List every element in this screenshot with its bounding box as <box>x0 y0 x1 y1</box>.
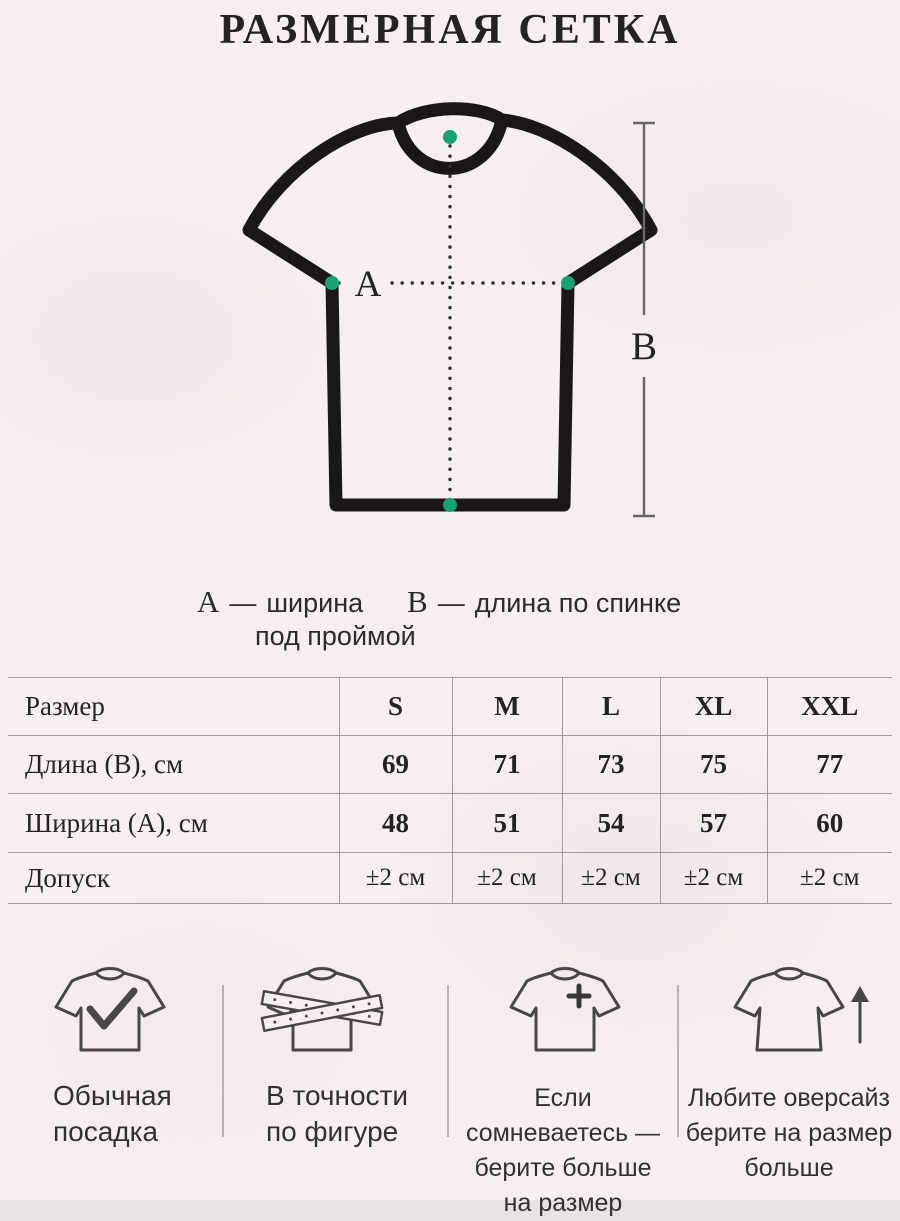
caption-line: больше <box>744 1154 834 1182</box>
caption-oversize <box>680 1081 898 1186</box>
marker-a-label: A <box>354 264 382 305</box>
length-measure-line <box>630 123 658 516</box>
tshirt-check-icon <box>40 960 180 1072</box>
table-row-length <box>8 736 892 794</box>
legend-a-dash: — <box>229 588 257 618</box>
table-header-row <box>8 678 892 736</box>
width-xl: 57 <box>660 794 767 853</box>
legend-b-letter: B <box>407 584 428 619</box>
legend-b-dash: — <box>437 588 465 618</box>
legend-b-text: длина по спинке <box>474 588 682 618</box>
tolerance-xl: ±2 см <box>660 853 767 904</box>
length-l: 73 <box>562 736 660 794</box>
tshirt-arrow-icon <box>722 960 872 1072</box>
row-label: Длина (B), см <box>25 749 184 779</box>
size-col-xxl: XXL <box>767 678 892 736</box>
caption-line: по фигуре <box>266 1116 399 1147</box>
caption-line: Если сомневаетесь — <box>465 1084 661 1147</box>
caption-line: посадка <box>53 1116 159 1147</box>
size-table <box>8 677 892 904</box>
caption-line: Любите оверсайз <box>687 1084 890 1112</box>
row-label: Допуск <box>25 862 110 893</box>
caption-line: Обычная <box>53 1080 172 1111</box>
size-col-xl: XL <box>660 678 767 736</box>
tolerance-s: ±2 см <box>339 853 452 904</box>
tshirt-plus-icon <box>495 960 635 1072</box>
header-size-label: Размер <box>25 691 105 721</box>
legend-a-line1 <box>197 584 363 620</box>
page-title: РАЗМЕРНАЯ СЕТКА <box>219 7 681 53</box>
footer-divider <box>677 985 679 1137</box>
table-row-width <box>8 794 892 853</box>
tolerance-xxl: ±2 см <box>767 853 892 904</box>
front-neckline <box>398 120 502 168</box>
marker-b-label: B <box>630 325 658 368</box>
width-l: 54 <box>562 794 660 853</box>
footer-divider <box>447 985 449 1137</box>
legend-a-text: ширина <box>266 588 364 618</box>
caption-line: на размер <box>503 1189 623 1217</box>
footer-divider <box>222 985 224 1137</box>
legend-b-line <box>407 584 681 620</box>
width-m: 51 <box>452 794 562 853</box>
dotted-guides <box>339 146 564 500</box>
width-xxl: 60 <box>767 794 892 853</box>
size-col-s: S <box>339 678 452 736</box>
legend-a-line2: под проймой <box>255 621 416 651</box>
size-col-l: L <box>562 678 660 736</box>
legend-a-letter: A <box>197 584 220 619</box>
caption-line: берите на размер <box>685 1119 893 1147</box>
caption-line: В точности <box>266 1080 409 1111</box>
length-m: 71 <box>452 736 562 794</box>
tshirt-tape-icon <box>252 960 392 1072</box>
length-xl: 75 <box>660 736 767 794</box>
caption-exact-fit <box>266 1078 408 1150</box>
length-s: 69 <box>339 736 452 794</box>
length-xxl: 77 <box>767 736 892 794</box>
back-neckline <box>398 109 502 123</box>
table-row-tolerance <box>8 853 892 904</box>
tolerance-l: ±2 см <box>562 853 660 904</box>
size-col-m: M <box>452 678 562 736</box>
row-label: Ширина (A), см <box>25 807 208 838</box>
tshirt-measure-diagram <box>220 90 680 550</box>
tolerance-m: ±2 см <box>452 853 562 904</box>
caption-size-up-doubt <box>452 1081 674 1221</box>
width-s: 48 <box>339 794 452 853</box>
caption-regular-fit <box>53 1078 172 1150</box>
caption-line: берите больше <box>474 1154 652 1182</box>
